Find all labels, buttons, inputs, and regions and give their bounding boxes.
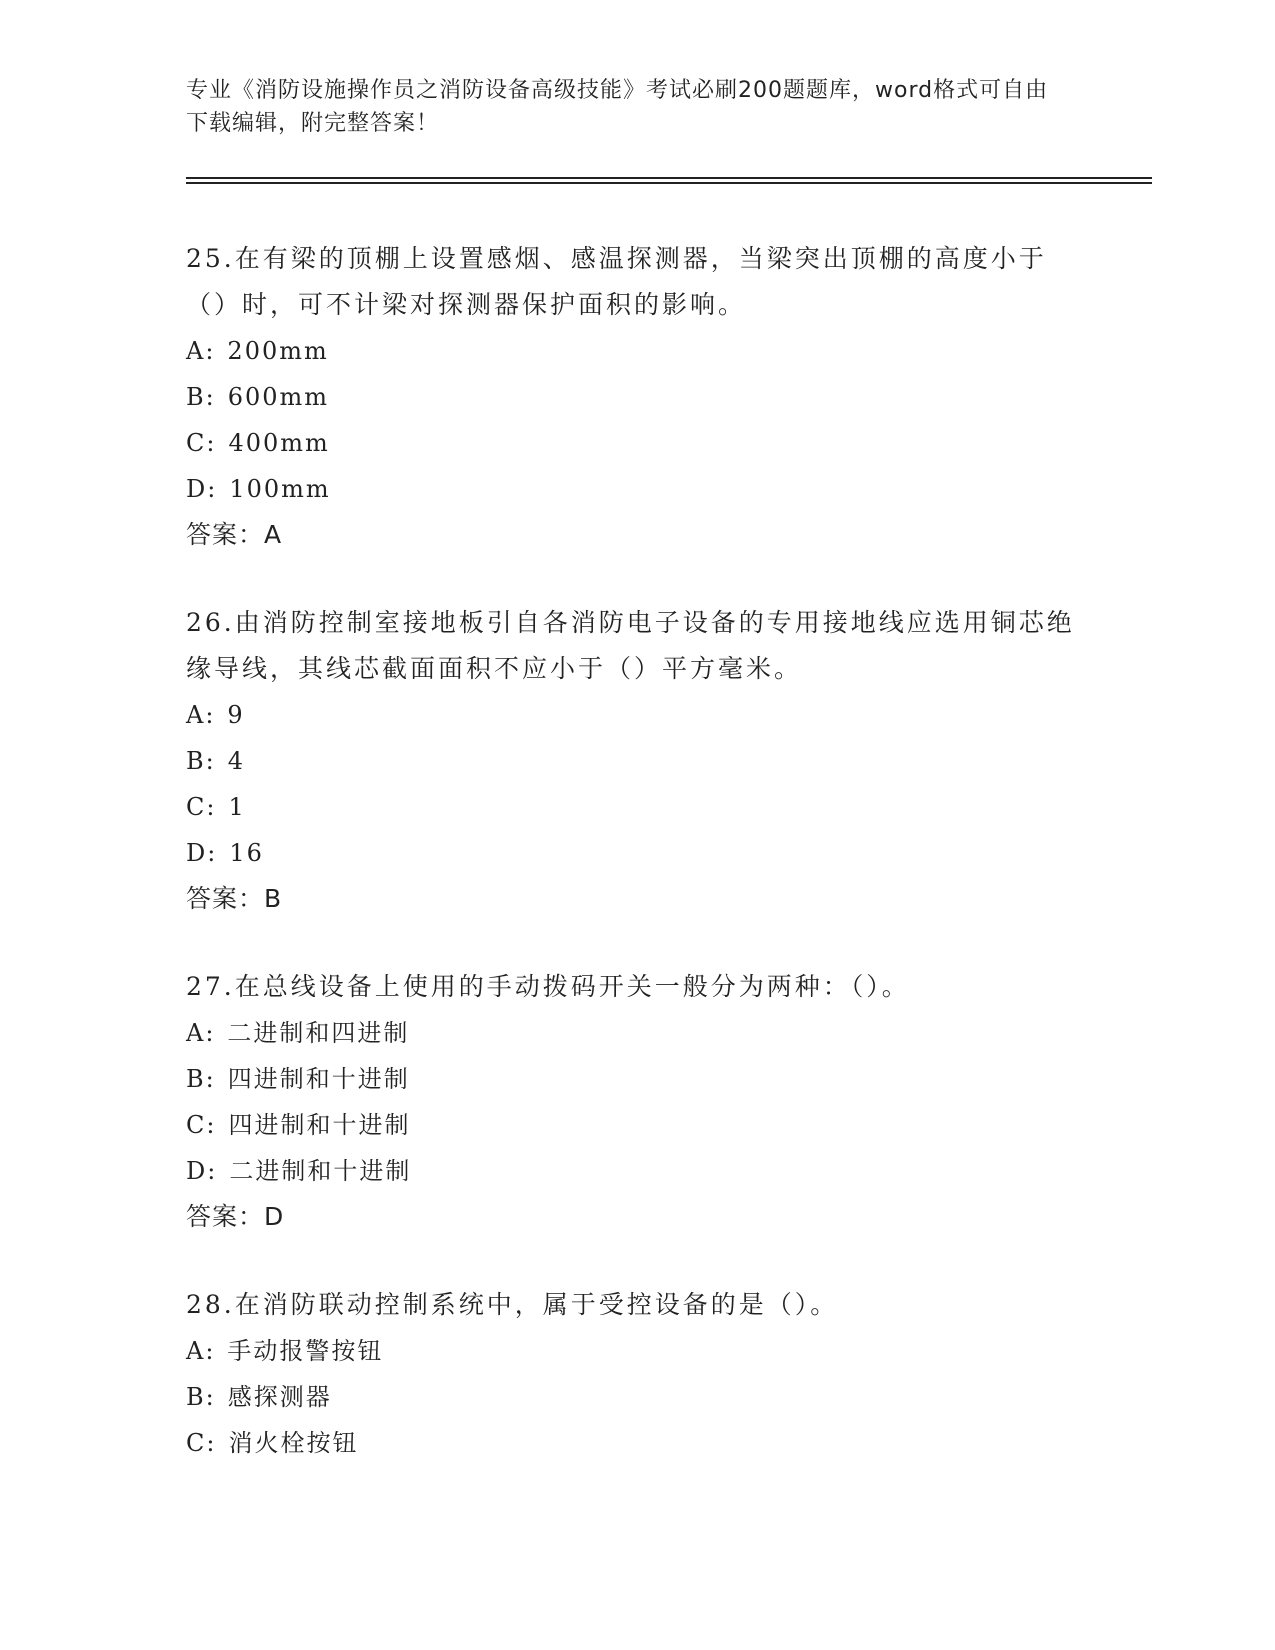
option-c bbox=[186, 1102, 1086, 1148]
answer-line: 答案：D bbox=[186, 1202, 285, 1231]
option-key: A: bbox=[186, 701, 216, 729]
option-a bbox=[186, 692, 1086, 738]
option-key: D: bbox=[186, 475, 218, 503]
option-b bbox=[186, 1056, 1086, 1102]
question-stem: 28.在消防联动控制系统中，属于受控设备的是（）。 bbox=[186, 1290, 839, 1319]
option-text: 400mm bbox=[228, 429, 330, 457]
option-a bbox=[186, 328, 1086, 374]
option-key: A: bbox=[186, 1337, 216, 1365]
option-key: C: bbox=[186, 1429, 217, 1457]
option-text: 200mm bbox=[227, 337, 329, 365]
option-text: 感探测器 bbox=[227, 1383, 332, 1411]
option-text: 4 bbox=[227, 747, 246, 775]
question-27 bbox=[186, 964, 1086, 1240]
question-list bbox=[186, 236, 1086, 1508]
option-d bbox=[186, 1148, 1086, 1194]
option-d bbox=[186, 830, 1086, 876]
option-c bbox=[186, 1420, 1086, 1466]
option-text: 16 bbox=[229, 839, 264, 867]
option-text: 手动报警按钮 bbox=[227, 1337, 384, 1365]
question-stem: 25.在有梁的顶棚上设置感烟、感温探测器，当梁突出顶棚的高度小于（）时，可不计梁对探测器保护面积的影响。 bbox=[186, 244, 1047, 319]
question-stem: 27.在总线设备上使用的手动拨码开关一般分为两种：（）。 bbox=[186, 972, 910, 1001]
option-key: B: bbox=[186, 1065, 216, 1093]
option-a bbox=[186, 1328, 1086, 1374]
option-key: A: bbox=[186, 1019, 216, 1047]
option-text: 二进制和四进制 bbox=[227, 1019, 410, 1047]
option-c bbox=[186, 784, 1086, 830]
option-text: 二进制和十进制 bbox=[229, 1157, 412, 1185]
option-d bbox=[186, 466, 1086, 512]
option-text: 9 bbox=[227, 701, 245, 729]
option-b bbox=[186, 738, 1086, 784]
option-b bbox=[186, 1374, 1086, 1420]
option-text: 消火栓按钮 bbox=[228, 1429, 359, 1457]
option-text: 100mm bbox=[229, 475, 331, 503]
option-text: 600mm bbox=[227, 383, 330, 411]
option-key: C: bbox=[186, 429, 217, 457]
question-28 bbox=[186, 1282, 1086, 1466]
option-key: C: bbox=[186, 1111, 217, 1139]
option-b bbox=[186, 374, 1086, 420]
option-key: A: bbox=[186, 337, 216, 365]
option-c bbox=[186, 420, 1086, 466]
header-divider-top bbox=[186, 177, 1152, 179]
question-26 bbox=[186, 600, 1086, 922]
answer-line: 答案：A bbox=[186, 520, 283, 549]
option-key: D: bbox=[186, 839, 218, 867]
question-stem: 26.由消防控制室接地板引自各消防电子设备的专用接地线应选用铜芯绝缘导线，其线芯截面面积不应小于（）平方毫米。 bbox=[186, 608, 1075, 683]
option-key: B: bbox=[186, 1383, 216, 1411]
header-divider-bottom bbox=[186, 182, 1152, 184]
option-text: 1 bbox=[228, 793, 246, 821]
document-header: 专业《消防设施操作员之消防设备高级技能》考试必刷200题题库，word格式可自由下载编辑，附完整答案！ bbox=[186, 78, 1049, 136]
option-key: D: bbox=[186, 1157, 218, 1185]
option-a bbox=[186, 1010, 1086, 1056]
question-25 bbox=[186, 236, 1086, 558]
option-key: B: bbox=[186, 747, 216, 775]
option-text: 四进制和十进制 bbox=[228, 1111, 411, 1139]
option-key: B: bbox=[186, 383, 216, 411]
option-text: 四进制和十进制 bbox=[227, 1065, 410, 1093]
answer-line: 答案：B bbox=[186, 884, 283, 913]
option-key: C: bbox=[186, 793, 217, 821]
